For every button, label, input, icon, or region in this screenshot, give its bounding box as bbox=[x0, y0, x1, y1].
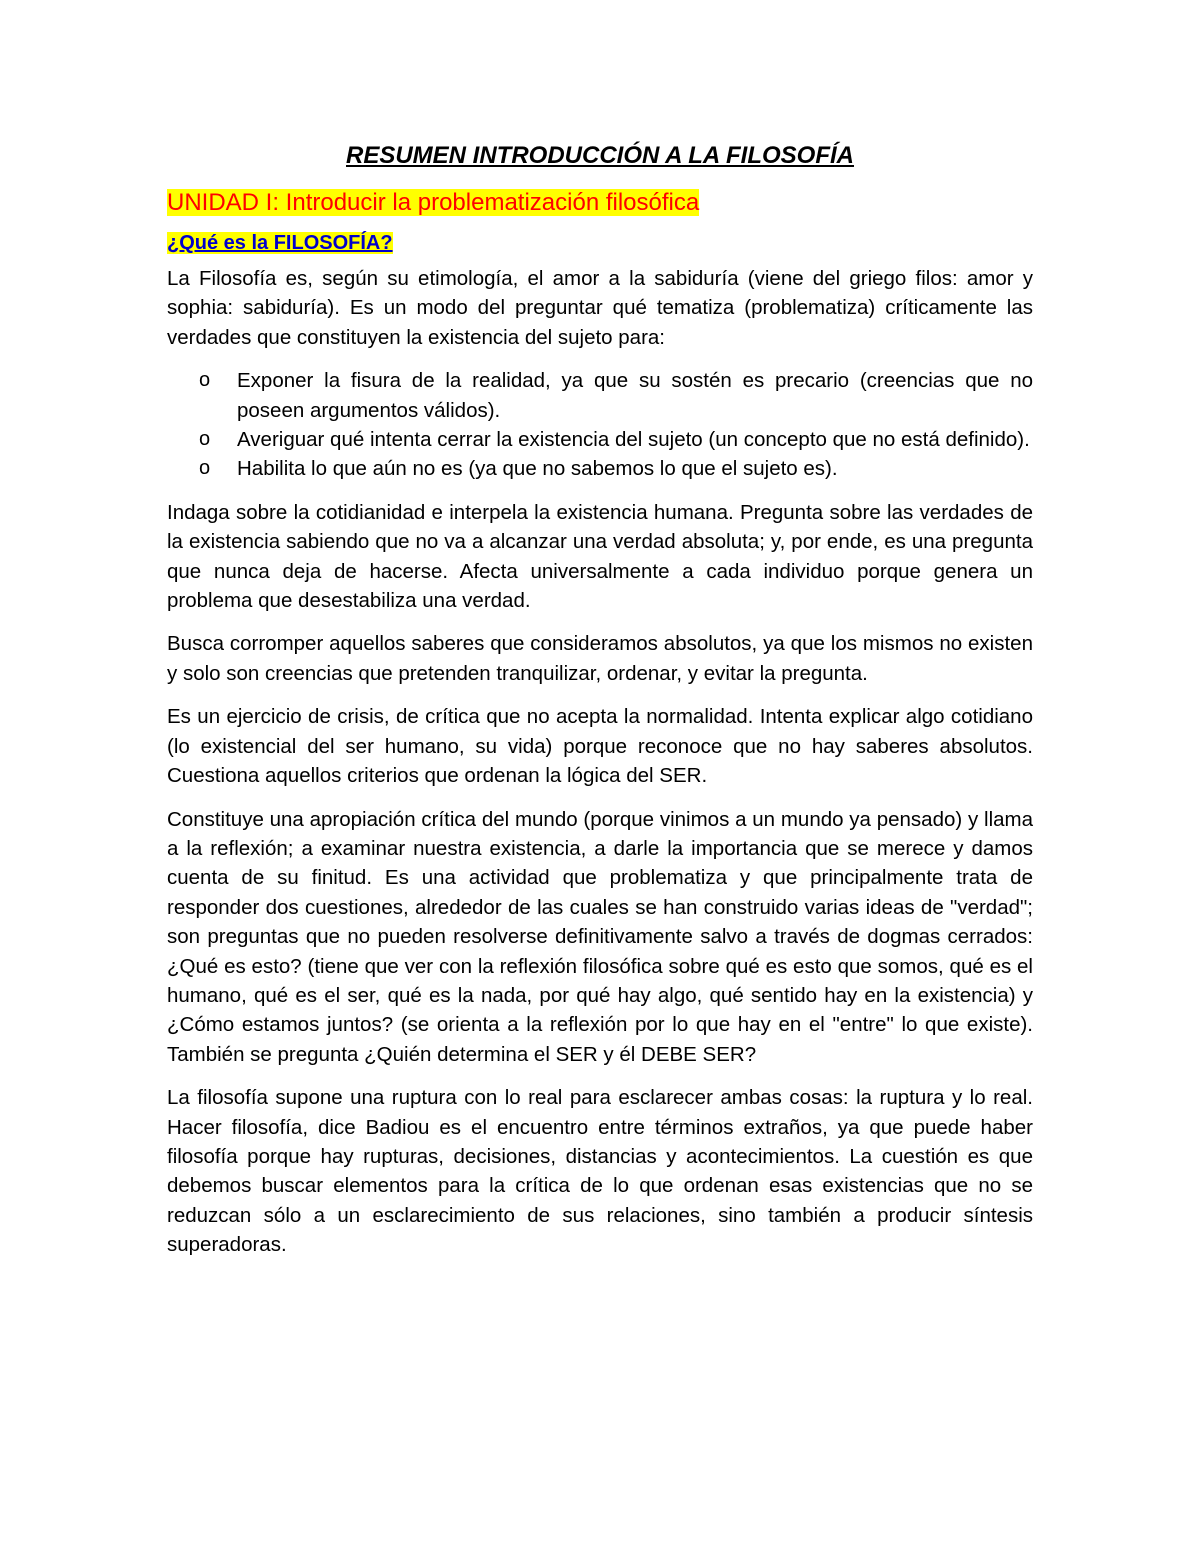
list-item-text: Averiguar qué intenta cerrar la existencia del sujeto (un concepto que no está definido). bbox=[237, 428, 1030, 452]
body-paragraph: La filosofía supone una ruptura con lo real para esclarecer ambas cosas: la ruptura y lo real. Hacer filosofía, dice Badiou es el encuentro entre términos extraños, ya que puede haber filosofía porque hay rupturas, decisiones, distancias y acontecimientos. La cuestión es que debemos buscar elementos para la crítica de lo que ordenan esas existencias que no se reduzcan sólo a un esclarecimiento de sus relaciones, sino también a producir síntesis superadoras. bbox=[167, 1086, 1033, 1257]
body-paragraph: Es un ejercicio de crisis, de crítica que no acepta la normalidad. Intenta explicar algo cotidiano (lo existencial del ser humano, su vida) porque reconoce que no hay saberes absolutos. Cuestiona aquellos criterios que ordenan la lógica del SER. bbox=[167, 705, 1033, 788]
unit-heading bbox=[167, 188, 1033, 218]
unit-heading-text: UNIDAD I: Introducir la problematización filosófica bbox=[167, 189, 700, 216]
list-item bbox=[167, 454, 1033, 483]
circle-bullet-icon: o bbox=[199, 428, 211, 451]
circle-bullet-icon: o bbox=[199, 369, 211, 392]
document-page bbox=[167, 138, 1033, 1274]
body-paragraph: Busca corromper aquellos saberes que consideramos absolutos, ya que los mismos no existen y solo son creencias que pretenden tranquilizar, ordenar, y evitar la pregunta. bbox=[167, 632, 1033, 685]
bullet-list bbox=[167, 366, 1033, 484]
list-item-text: Habilita lo que aún no es (ya que no sabemos lo que el sujeto es). bbox=[237, 457, 838, 481]
section-heading bbox=[167, 228, 1033, 258]
circle-bullet-icon: o bbox=[199, 457, 211, 480]
list-item bbox=[167, 425, 1033, 454]
intro-paragraph: La Filosofía es, según su etimología, el amor a la sabiduría (viene del griego filos: amor y sophia: sabiduría). Es un modo del preguntar qué tematiza (problematiza) críticamente las verdades que constituyen la existencia del sujeto para: bbox=[167, 267, 1033, 349]
document-title: RESUMEN INTRODUCCIÓN A LA FILOSOFÍA bbox=[346, 142, 854, 169]
list-item-text: Exponer la fisura de la realidad, ya que su sostén es precario (creencias que no poseen argumentos válidos). bbox=[237, 369, 1033, 422]
body-paragraph: Constituye una apropiación crítica del mundo (porque vinimos a un mundo ya pensado) y llama a la reflexión; a examinar nuestra existencia, a darle la importancia que se merece y damos cuenta de su finitud. Es una actividad que problematiza y que principalmente trata de responder dos cuestiones, alrededor de las cuales se han construido varias ideas de "verdad"; son preguntas que no pueden resolverse definitivamente salvo a través de dogmas cerrados: ¿Qué es esto? (tiene que ver con la reflexión filosófica sobre qué es esto que somos, qué es el humano, qué es el ser, qué es la nada, por qué hay algo, qué sentido hay en la existencia) y ¿Cómo estamos juntos? (se orienta a la reflexión por lo que hay en el "entre" lo que existe). También se pregunta ¿Quién determina el SER y él DEBE SER? bbox=[167, 807, 1033, 1066]
list-item bbox=[167, 366, 1033, 425]
body-paragraph: Indaga sobre la cotidianidad e interpela la existencia humana. Pregunta sobre las verdades de la existencia sabiendo que no va a alcanzar una verdad absoluta; y, por ende, es una pregunta que nunca deja de hacerse. Afecta universalmente a cada individuo porque genera un problema que desestabiliza una verdad. bbox=[167, 500, 1033, 613]
section-heading-text: ¿Qué es la FILOSOFÍA? bbox=[167, 232, 393, 254]
